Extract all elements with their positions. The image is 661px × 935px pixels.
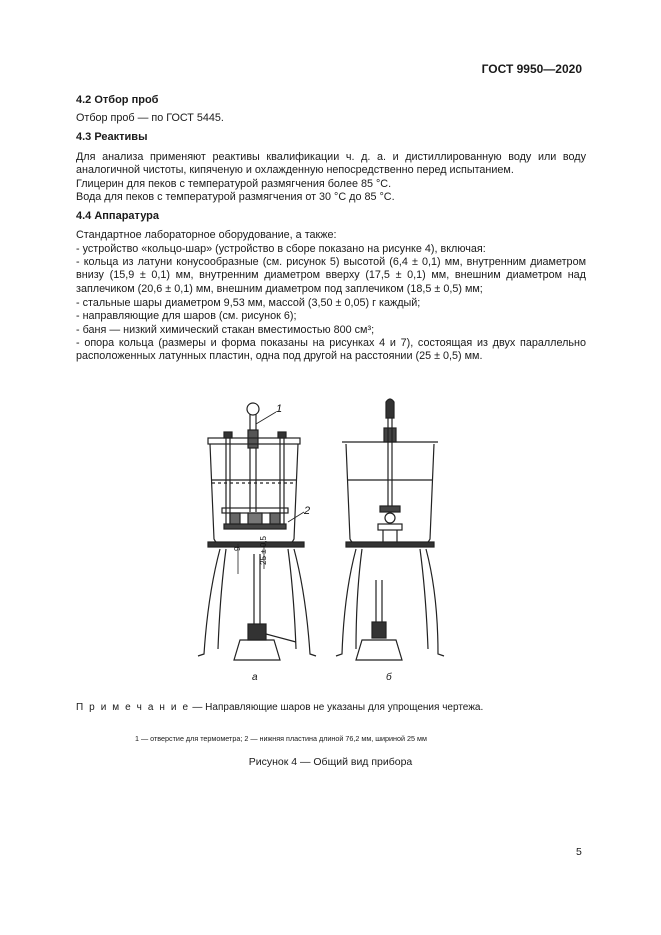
equipment-list-item: - стальные шары диаметром 9,53 мм, массой (3,50 ± 0,05) г каждый; bbox=[76, 297, 421, 309]
view-label-b: б bbox=[386, 672, 392, 683]
section-4-4-title: 4.4 Аппаратура bbox=[76, 210, 160, 222]
equipment-list-item: - опора кольца (размеры и форма показаны на рисунках 4 и 7), состоящая из двух параллельно расположенных латунных пластин, одна под другой на расстоянии (25 ± 0,5) мм. bbox=[76, 337, 586, 363]
callout-1: 1 bbox=[276, 403, 283, 415]
section-4-2-title: 4.2 Отбор проб bbox=[76, 94, 159, 106]
section-4-4-intro: Стандартное лабораторное оборудование, а также: bbox=[76, 229, 337, 241]
dimension-25: 25 ± 0,5 bbox=[259, 536, 268, 565]
note-text: — Направляющие шаров не указаны для упрощения чертежа. bbox=[189, 702, 484, 713]
section-4-3-paragraph-1: Для анализа применяют реактивы квалификации ч. д. а. и дистиллированную воду или воду аналогичной чистоты, кипяченую и охлажденную непосредственно перед испытанием. bbox=[76, 151, 586, 177]
dimension-9: 9 bbox=[233, 546, 242, 551]
equipment-list-item: - кольца из латуни конусообразные (см. рисунок 5) высотой (6,4 ± 0,1) мм, внутренним диаметром внизу (15,9 ± 0,1) мм, внутренним диаметром вверху (17,5 ± 0,1) мм, внешним диаметром над заплечиком (20,6 ± 0,1) мм, внешним диаметром под заплечиком (18,5 ± 0,5) мм; bbox=[76, 256, 586, 295]
figure-note bbox=[76, 702, 483, 713]
section-4-3-title: 4.3 Реактивы bbox=[76, 131, 148, 143]
page-number: 5 bbox=[576, 846, 582, 858]
apparatus-figure bbox=[190, 394, 450, 694]
section-4-3-paragraph-2: Глицерин для пеков с температурой размягчения более 85 °С. bbox=[76, 178, 392, 190]
equipment-list-item: - баня — низкий химический стакан вместимостью 800 см³; bbox=[76, 324, 375, 336]
equipment-list-item: - устройство «кольцо-шар» (устройство в сборе показано на рисунке 4), включая: bbox=[76, 243, 486, 255]
callout-2: 2 bbox=[304, 505, 311, 517]
figure-caption: Рисунок 4 — Общий вид прибора bbox=[248, 756, 413, 768]
note-prefix: П р и м е ч а н и е bbox=[76, 702, 190, 713]
figure-legend: 1 — отверстие для термометра; 2 — нижняя пластина длиной 76,2 мм, шириной 25 мм bbox=[135, 734, 427, 743]
thermometer-bulb-top bbox=[247, 403, 259, 415]
section-4-2-text: Отбор проб — по ГОСТ 5445. bbox=[76, 112, 224, 124]
view-label-a: а bbox=[252, 672, 258, 683]
standard-header: ГОСТ 9950—2020 bbox=[481, 62, 582, 76]
section-4-3-paragraph-3: Вода для пеков с температурой размягчения от 30 °С до 85 °С. bbox=[76, 191, 395, 203]
equipment-list-item: - направляющие для шаров (см. рисунок 6); bbox=[76, 310, 297, 322]
